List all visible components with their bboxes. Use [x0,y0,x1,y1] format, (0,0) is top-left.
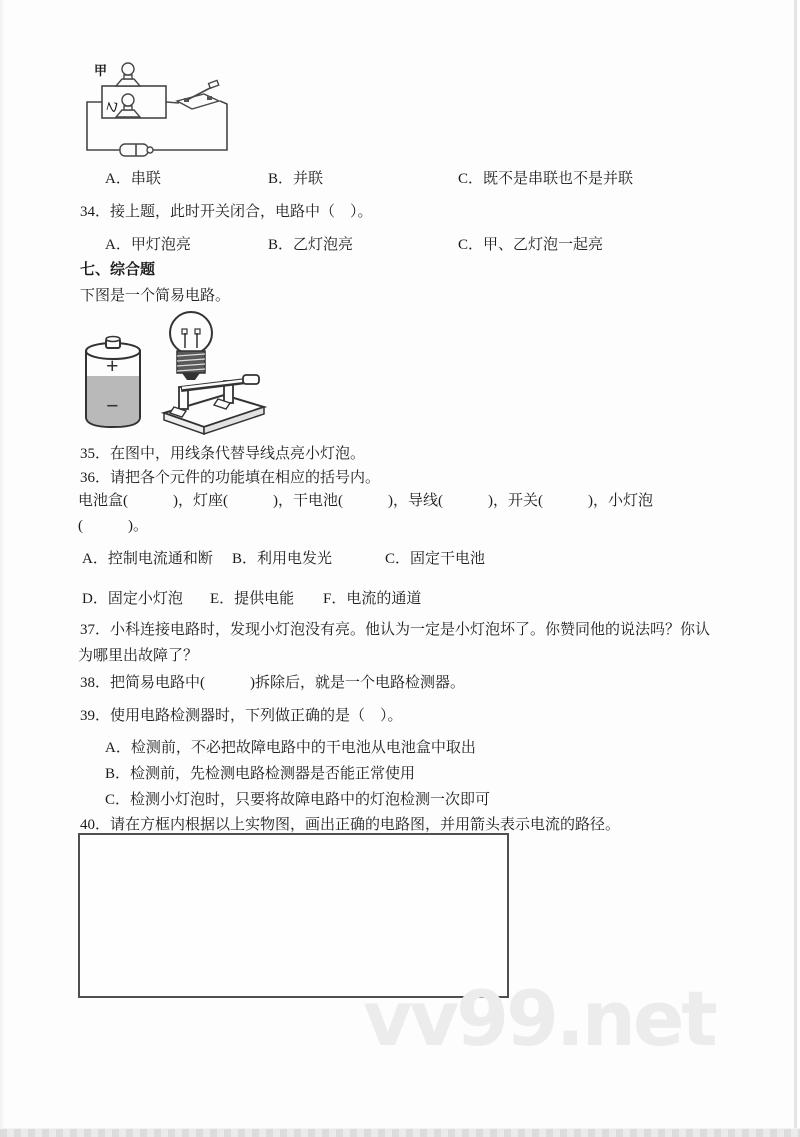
question-37-line2: 为哪里出故障了？ [78,648,199,664]
battery-minus-sign: − [106,393,119,418]
q36-fill-line-1: 电池盒( )，灯座( )，干电池( )，导线( )，开关( )，小灯泡 [78,493,653,509]
q36-fill-line-2: ( )。 [78,518,148,534]
q34-option-a: A．甲灯泡亮 [105,237,191,253]
watermark: vv99.net [363,974,715,1063]
question-36: 36．请把各个元件的功能填在相应的括号内。 [80,470,381,486]
question-39: 39．使用电路检测器时，下列做正确的是（ ）。 [80,708,403,724]
question-40: 40．请在方框内根据以上实物图，画出正确的电路图，并用箭头表示电流的路径。 [80,817,621,833]
q33-option-b: B．并联 [268,171,324,187]
q36-option-b: B．利用电发光 [232,551,333,567]
q36-option-d: D．固定小灯泡 [82,591,183,607]
bottom-bulb-label: 乙 [105,100,121,114]
section-intro: 下图是一个简易电路。 [80,288,231,304]
question-35: 35．在图中，用线条代替导线点亮小灯泡。 [80,446,366,462]
q33-option-a: A．串联 [105,171,161,187]
question-38: 38．把简易电路中( )拆除后，就是一个电路检测器。 [80,675,465,691]
page-left-edge [0,0,5,1137]
bulb-jia-icon [116,63,140,86]
light-bulb-icon [170,312,212,380]
switch-icon [177,80,219,109]
circuit-components-figure [78,303,270,435]
battery-icon [120,144,153,156]
q39-option-c: C．检测小灯泡时，只要将故障电路中的灯泡检测一次即可 [105,792,491,808]
battery-plus-sign: + [106,353,119,378]
q36-option-c: C．固定干电池 [385,551,486,567]
q39-option-b: B．检测前，先检测电路检测器是否能正常使用 [105,766,416,782]
parallel-circuit-diagram [83,56,235,162]
q34-option-c: C．甲、乙灯泡一起亮 [458,237,604,253]
knife-switch-icon [164,375,264,434]
q36-option-f: F．电流的通道 [323,591,422,607]
bulb-yi-icon [116,94,140,117]
page-bottom-edge [0,1128,800,1137]
page-right-edge [794,0,797,1137]
dry-cell-icon [86,337,140,428]
q36-option-a: A．控制电流通和断 [82,551,213,567]
q36-option-e: E．提供电能 [210,591,295,607]
q33-option-c: C．既不是串联也不是并联 [458,171,634,187]
question-37-line1: 37．小科连接电路时，发现小灯泡没有亮。他认为一定是小灯泡坏了。你赞同他的说法吗？你认 [80,622,711,638]
q34-option-b: B．乙灯泡亮 [268,237,354,253]
top-bulb-label: 甲 [94,63,108,78]
q39-option-a: A．检测前，不必把故障电路中的干电池从电池盒中取出 [105,740,476,756]
question-34: 34．接上题，此时开关闭合，电路中（ ）。 [80,204,373,220]
section-heading: 七、综合题 [80,262,156,278]
